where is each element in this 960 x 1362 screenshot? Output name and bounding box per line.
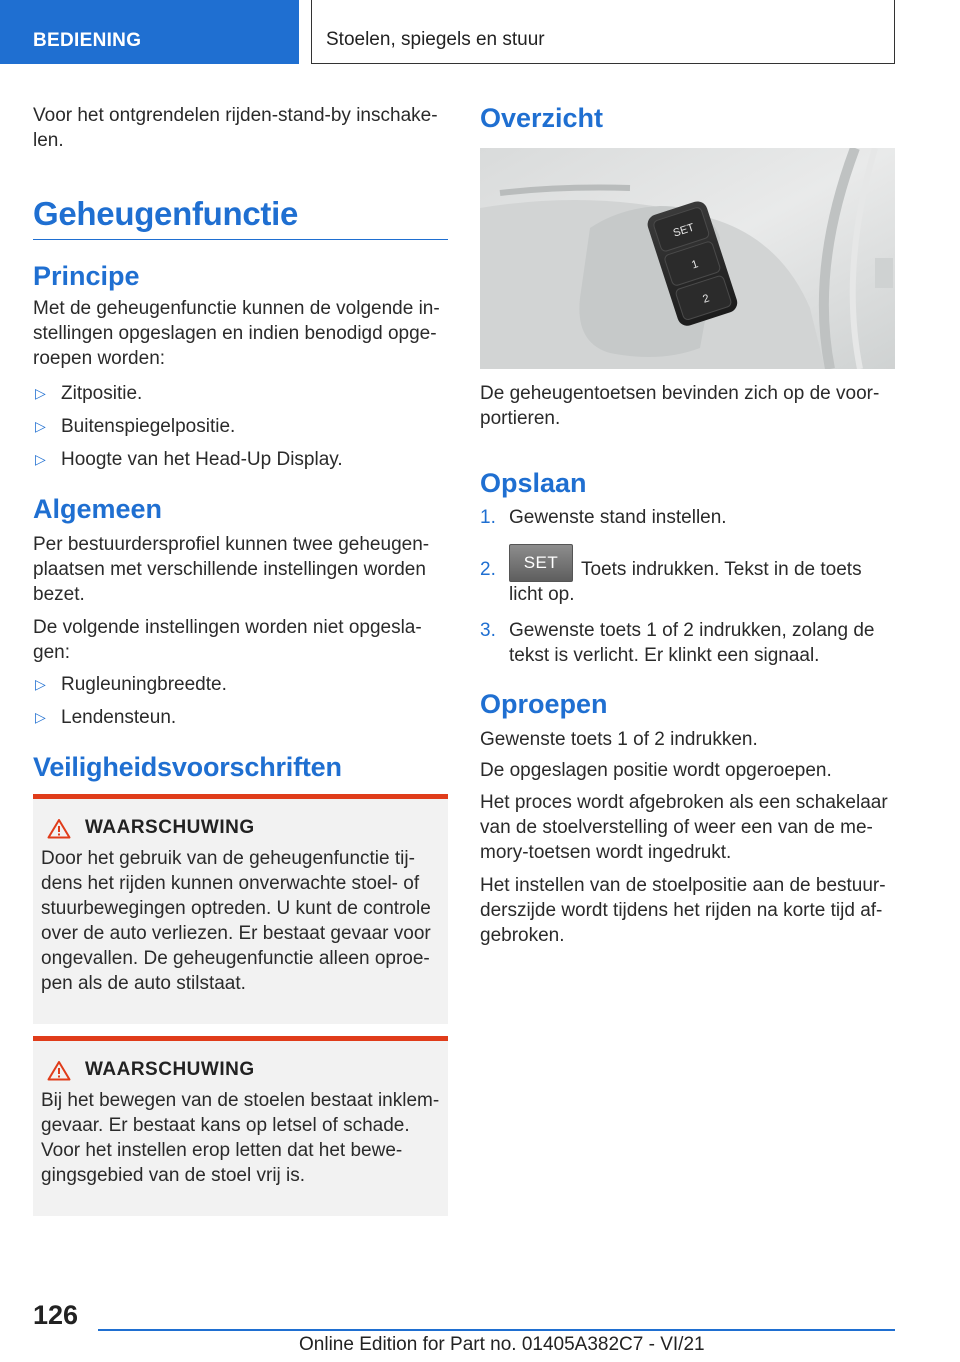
warning-title: WAARSCHUWING bbox=[43, 817, 440, 839]
principe-text: Met de geheugenfunctie kunnen de volgende in-stellingen opgeslagen en indien benodigd opge-roepen worden: bbox=[33, 298, 440, 369]
algemeen-heading: Algemeen bbox=[33, 494, 163, 524]
list-item: 3. Gewenste toets 1 of 2 indrukken, zolang de tekst is verlicht. Er klinkt een signaal. bbox=[480, 620, 875, 666]
list-item: ▷ Rugleuningbreedte. bbox=[35, 674, 227, 695]
warning-box bbox=[33, 794, 448, 1024]
triangle-bullet-icon: ▷ bbox=[35, 418, 46, 434]
overzicht-caption: De geheugentoetsen bevinden zich op de voor-portieren. bbox=[480, 383, 880, 429]
warning-text: Bij het bewegen van de stoelen bestaat inklem-gevaar. Er bestaat kans op letsel of schade. Voor het instellen erop letten dat het bewe-gingsgebied van de stoel vrij is. bbox=[41, 1090, 440, 1186]
oproepen-text-3: Het proces wordt afgebroken als een schakelaar van de stoelverstelling of weer een van de me-mory-toetsen wordt ingedrukt. bbox=[480, 792, 888, 863]
principe-heading: Principe bbox=[33, 261, 140, 291]
set-button-icon: SET bbox=[509, 544, 573, 582]
image-label-set: SET bbox=[671, 221, 696, 240]
list-item: ▷ Lendensteun. bbox=[35, 707, 177, 728]
oproepen-text-4: Het instellen van de stoelpositie aan de bestuur-derszijde wordt tijdens het rijden na korte tijd af-gebroken. bbox=[480, 875, 886, 946]
section-tab bbox=[0, 0, 299, 64]
oproepen-text-1: Gewenste toets 1 of 2 indrukken. bbox=[480, 729, 758, 750]
algemeen-list bbox=[33, 672, 448, 738]
door-memory-buttons-image bbox=[480, 148, 895, 369]
oproepen-heading: Oproepen bbox=[480, 689, 608, 719]
intro-text: Voor het ontgrendelen rijden-stand-by inschake-len. bbox=[33, 105, 438, 151]
page-title: Geheugenfunctie bbox=[33, 195, 448, 240]
footer-edition: Online Edition for Part no. 01405A382C7 - VI/21 bbox=[299, 1334, 705, 1355]
list-item: 2. SET Toets indrukken. Tekst in de toets licht op. bbox=[480, 541, 895, 607]
veiligheid-heading: Veiligheidsvoorschriften bbox=[33, 752, 342, 782]
warning-title: WAARSCHUWING bbox=[43, 1059, 440, 1081]
oproepen-text-2: De opgeslagen positie wordt opgeroepen. bbox=[480, 760, 832, 781]
algemeen-text-2: De volgende instellingen worden niet opgesla-gen: bbox=[33, 617, 422, 663]
triangle-bullet-icon: ▷ bbox=[35, 385, 46, 401]
principe-list bbox=[33, 381, 448, 480]
opslaan-heading: Opslaan bbox=[480, 468, 587, 498]
warning-triangle-icon bbox=[47, 1060, 71, 1081]
list-item: ▷ Buitenspiegelpositie. bbox=[35, 416, 236, 437]
algemeen-text-1: Per bestuurdersprofiel kunnen twee geheugen-plaatsen met verschillende instellingen worden bezet. bbox=[33, 534, 430, 605]
list-item: ▷ Zitpositie. bbox=[35, 383, 143, 404]
footer-divider bbox=[98, 1329, 895, 1331]
triangle-bullet-icon: ▷ bbox=[35, 709, 46, 725]
image-label-1: 1 bbox=[690, 258, 700, 272]
list-item: 1. Gewenste stand instellen. bbox=[480, 507, 727, 528]
overzicht-heading: Overzicht bbox=[480, 103, 604, 133]
list-item: ▷ Hoogte van het Head-Up Display. bbox=[35, 449, 343, 470]
page-number: 126 bbox=[33, 1300, 79, 1330]
opslaan-steps bbox=[480, 505, 895, 679]
chapter-header bbox=[311, 0, 895, 64]
chapter-label: Stoelen, spiegels en stuur bbox=[326, 29, 545, 50]
triangle-bullet-icon: ▷ bbox=[35, 451, 46, 467]
image-label-2: 2 bbox=[701, 292, 711, 306]
warning-box bbox=[33, 1036, 448, 1216]
section-label: BEDIENING bbox=[33, 30, 142, 51]
triangle-bullet-icon: ▷ bbox=[35, 676, 46, 692]
warning-triangle-icon bbox=[47, 818, 71, 839]
warning-text: Door het gebruik van de geheugenfunctie tij-dens het rijden kunnen onverwachte stoel- of stuurbewegingen optreden. U kunt de controle over de auto verliezen. Er bestaat gevaar voor ongevallen. De geheugenfunctie alleen oproe-pen als de auto stilstaat. bbox=[41, 848, 431, 994]
